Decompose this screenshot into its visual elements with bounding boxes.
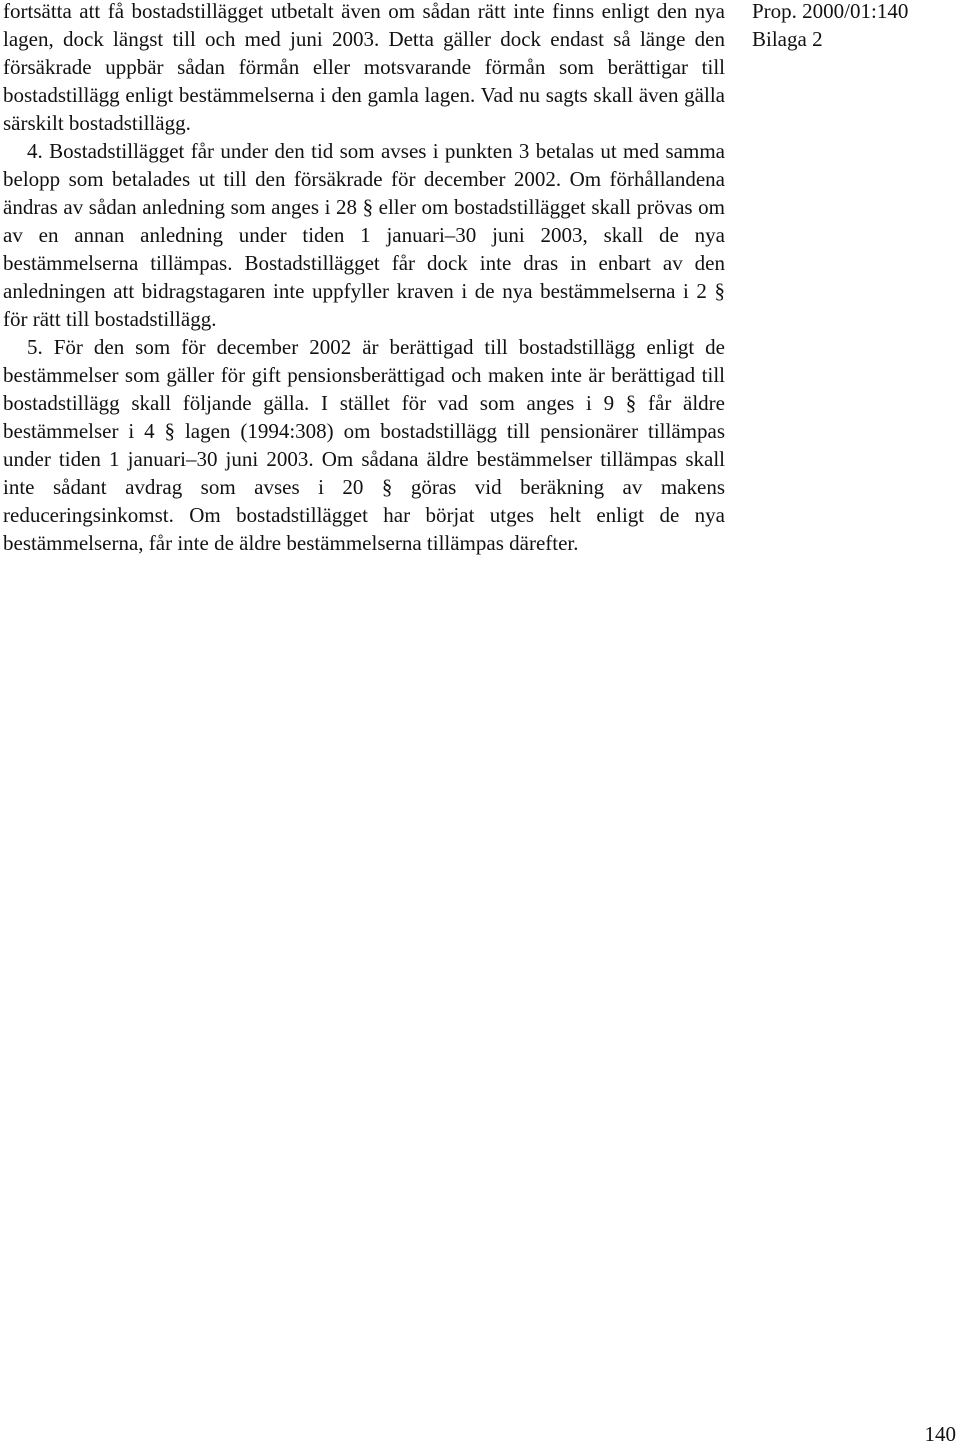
paragraph-continuation: fortsätta att få bostadstillägget utbetalt även om sådan rätt inte finns enligt den nya lagen, dock längst till och med juni 2003. Detta gäller dock endast så länge den försäkrade uppbär sådan förmån eller motsvarande förmån som berättigar till bostadstillägg enligt bestämmelserna i den gamla lagen. Vad nu sagts skall även gälla särskilt bostadstillägg. bbox=[3, 0, 725, 135]
paragraph-point-5: 5. För den som för december 2002 är berättigad till bostadstillägg enligt de bestämmelser som gäller för gift pensionsberättigad och maken inte är berättigad till bostadstillägg skall följande gälla. I stället för vad som anges i 9 § får äldre bestämmelser i 4 § lagen (1994:308) om bostadstillägg till pensionärer tillämpas under tiden 1 januari–30 juni 2003. Om sådana äldre bestämmelser tillämpas skall inte sådant avdrag som avses i 20 § göras vid beräkning av makens reduceringsinkomst. Om bostadstillägget har börjat utges helt enligt de nya bestämmelserna, får inte de äldre bestämmelserna tillämpas därefter. bbox=[3, 335, 725, 555]
margin-reference bbox=[752, 0, 952, 53]
page-number: 140 bbox=[924, 1422, 956, 1446]
paragraph-point-4: 4. Bostadstillägget får under den tid som avses i punkten 3 betalas ut med samma belopp som betalades ut till den försäkrade för december 2002. Om förhållandena ändras av sådan anledning som anges i 28 § eller om bostadstillägget skall prövas om av en annan anledning under tiden 1 januari–30 juni 2003, skall de nya bestämmelserna tillämpas. Bostadstillägget får dock inte dras in enbart av den anledningen att bidragstagaren inte uppfyller kraven i de nya bestämmelserna i 2 § för rätt till bostadstillägg. bbox=[3, 139, 725, 331]
main-text-column bbox=[3, 0, 725, 557]
appendix-label: Bilaga 2 bbox=[752, 27, 823, 51]
proposition-reference: Prop. 2000/01:140 bbox=[752, 0, 909, 23]
